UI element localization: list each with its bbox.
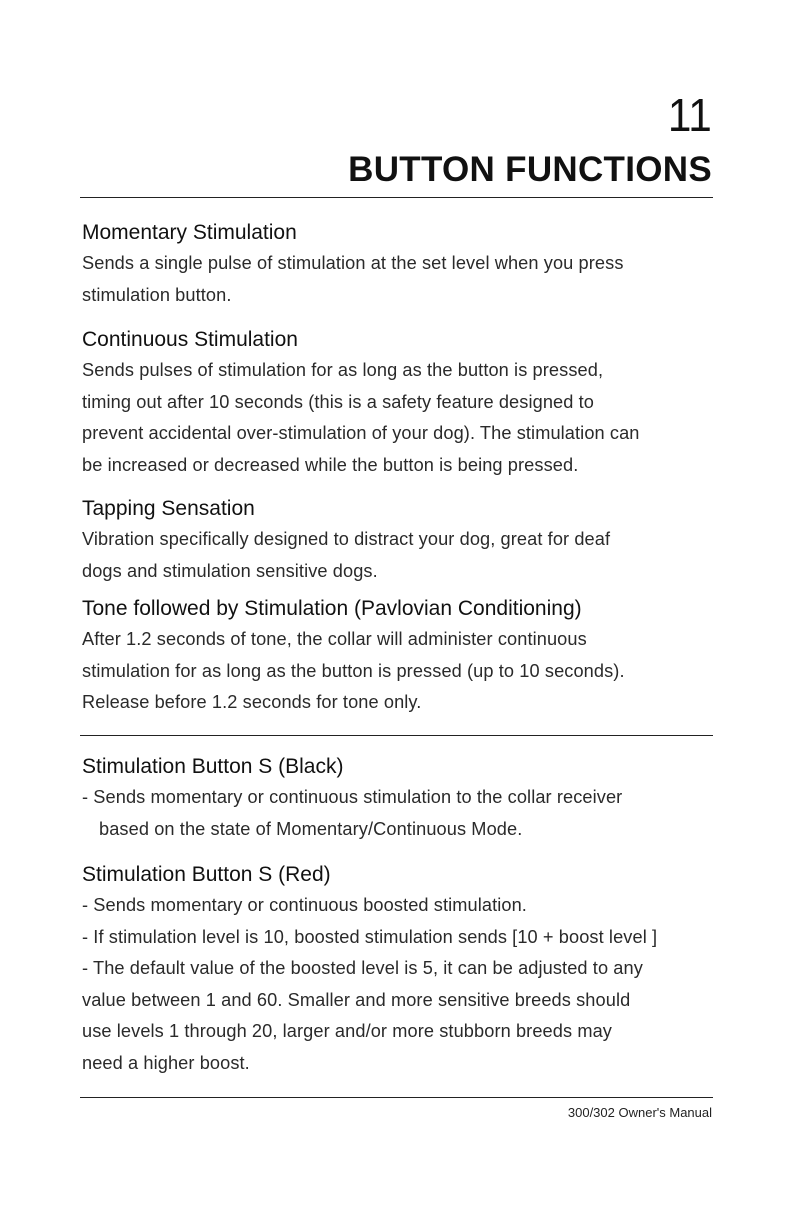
section-line: timing out after 10 seconds (this is a safety feature designed to [82, 391, 594, 412]
section-line: Sends pulses of stimulation for as long as the button is pressed, [82, 360, 604, 380]
section-line: be increased or decreased while the button is being pressed. [82, 454, 579, 475]
bullet-continuation: based on the state of Momentary/Continuous Mode. [99, 818, 523, 839]
section-line: After 1.2 seconds of tone, the collar will administer continuous [82, 629, 587, 649]
page-number: 11 [668, 89, 712, 141]
bullet-continuation: need a higher boost. [82, 1052, 250, 1073]
section-heading: Continuous Stimulation [82, 328, 298, 351]
section-heading: Tone followed by Stimulation (Pavlovian Conditioning) [82, 597, 582, 620]
bullet-line: - Sends momentary or continuous stimulation to the collar receiver [82, 787, 623, 807]
section-line: prevent accidental over-stimulation of your dog). The stimulation can [82, 423, 640, 443]
section-line: Sends a single pulse of stimulation at the set level when you press [82, 253, 624, 273]
bullet-line: - The default value of the boosted level is 5, it can be adjusted to any [82, 958, 643, 978]
footer-divider [80, 1097, 713, 1098]
section-tapping-sensation [82, 494, 722, 587]
bullet-line: - Sends momentary or continuous boosted stimulation. [82, 895, 527, 915]
section-heading: Stimulation Button S (Red) [82, 863, 331, 886]
section-line: Release before 1.2 seconds for tone only. [82, 692, 422, 712]
header-divider [80, 197, 713, 198]
section-line: stimulation for as long as the button is pressed (up to 10 seconds). [82, 660, 625, 681]
section-continuous-stimulation [82, 325, 722, 481]
section-stimulation-button-red [82, 860, 722, 1079]
bullet-continuation: use levels 1 through 20, larger and/or more stubborn breeds may [82, 1021, 612, 1041]
section-line: dogs and stimulation sensitive dogs. [82, 560, 378, 581]
section-divider [80, 735, 713, 736]
section-stimulation-button-black [82, 752, 722, 845]
chapter-title: BUTTON FUNCTIONS [348, 150, 712, 189]
section-momentary-stimulation [82, 218, 722, 311]
bullet-continuation: value between 1 and 60. Smaller and more sensitive breeds should [82, 989, 631, 1010]
bullet-line: - If stimulation level is 10, boosted stimulation sends [10 + boost level ] [82, 926, 658, 947]
section-heading: Stimulation Button S (Black) [82, 755, 344, 778]
section-tone-followed-by-stimulation [82, 594, 722, 719]
section-heading: Momentary Stimulation [82, 221, 297, 244]
section-line: stimulation button. [82, 284, 232, 305]
footer-manual-title: 300/302 Owner's Manual [567, 1105, 712, 1120]
section-heading: Tapping Sensation [82, 497, 255, 520]
section-line: Vibration specifically designed to distract your dog, great for deaf [82, 529, 611, 549]
